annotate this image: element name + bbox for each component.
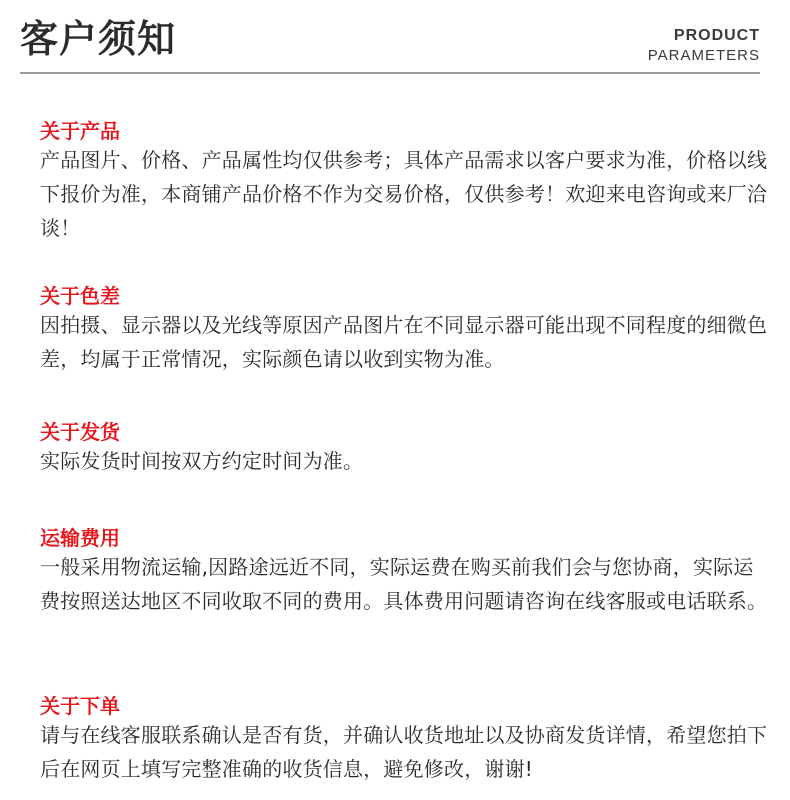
section-about-product [40, 120, 770, 245]
section-body: 因拍摄、显示器以及光线等原因产品图片在不同显示器可能出现不同程度的细微色差，均属于正常情况，实际颜色请以收到实物为准。 [40, 313, 768, 371]
section-heading: 运输费用 [40, 526, 120, 550]
section-heading: 关于发货 [40, 420, 120, 444]
section-color-difference [40, 285, 770, 376]
section-body: 实际发货时间按双方约定时间为准。 [40, 449, 364, 473]
header-divider [20, 72, 760, 74]
subtitle-parameters: PARAMETERS [647, 47, 760, 64]
subtitle-product: PRODUCT [673, 27, 760, 44]
section-heading: 关于色差 [40, 284, 120, 308]
section-body: 一般采用物流运输,因路途远近不同，实际运费在购买前我们会与您协商，实际运费按照送达地区不同收取不同的费用。具体费用问题请咨询在线客服或电话联系。 [40, 555, 768, 613]
section-freight [40, 527, 770, 618]
section-body: 请与在线客服联系确认是否有货，并确认收货地址以及协商发货详情，希望您拍下后在网页上填写完整准确的收货信息，避免修改，谢谢! [40, 723, 768, 781]
page-header [0, 0, 790, 74]
section-heading: 关于下单 [40, 694, 120, 718]
section-heading: 关于产品 [40, 119, 120, 143]
page-subtitle [648, 26, 760, 65]
page-title: 客户须知 [20, 17, 177, 61]
section-ordering [40, 695, 770, 786]
section-body: 产品图片、价格、产品属性均仅供参考；具体产品需求以客户要求为准，价格以线下报价为准，本商铺产品价格不作为交易价格，仅供参考！欢迎来电咨询或来厂洽谈！ [40, 148, 768, 240]
section-shipping [40, 421, 770, 478]
